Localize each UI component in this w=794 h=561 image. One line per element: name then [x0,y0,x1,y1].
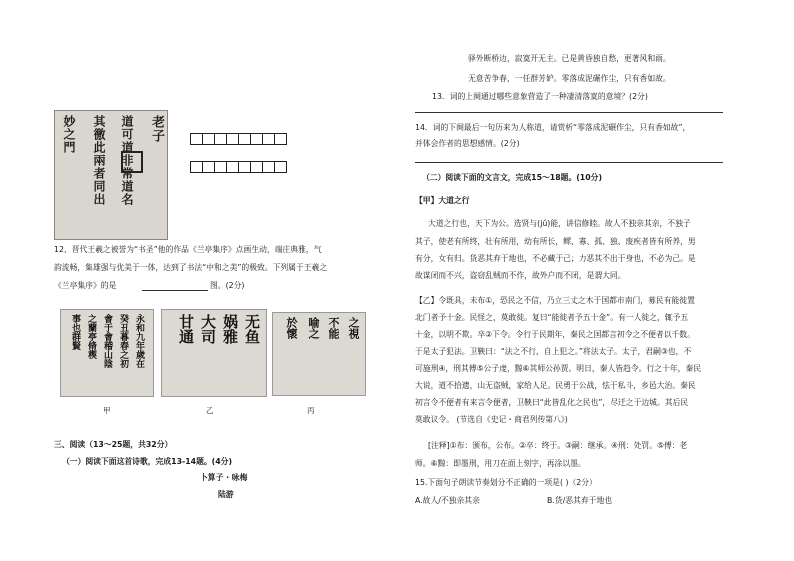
passage-jia-line-2: 其子，使老有所终，壮有所用，幼有所长，鳏、寡、孤、独、废疾者皆有所养，男 [415,237,696,246]
q12-answer-blank[interactable] [142,290,208,291]
q14-line-1: 14．词的下阕最后一句历来为人称道，请赏析“零落成泥碾作尘，只有香如故”， [415,123,691,132]
calligraphy-col-3: 其徼此兩者同出 [92,115,106,206]
calligraphy-image [54,110,168,240]
passage-jia-title: 【甲】大道之行 [415,196,470,205]
passage-yi-line-4: 于是太子犯法。卫鞅曰：“法之不行，自上犯之。”将法太子。太子，君嗣③也，不 [415,347,692,356]
passage-jia-line-4: 故谋闭而不兴，盗窃乱贼而不作，故外户而不闭，是谓大同。 [415,271,626,280]
passage-jia-line-1: 大道之行也，天下为公。选贤与(jǔ)能，讲信修睦。故人不独亲其亲，不独子 [428,219,691,228]
section-3-heading: 三、阅读（13～25题，共32分） [54,440,173,449]
notes-line-2: 师。⑥黥：即墨刑，用刀在面上刻字，再涂以墨。 [415,459,586,468]
q15-option-b[interactable]: B.货/恶其弃于地也 [547,496,613,505]
passage-yi-line-8: 莫敢议令。 (节选自《史记・商君列传第八》) [415,415,568,424]
passage-yi-line-7: 初言令不便者有来言令便者，卫鞅曰“此皆乱化之民也”，尽迁之于边城。其后民 [415,398,689,407]
passage-yi-line-5: 可施刑④，刑其傅⑤公子虔，黥⑥其师公孙贾。明日，秦人皆趋令。行之十年，秦民 [415,364,702,373]
q13-answer-line[interactable] [415,112,723,113]
poem-author: 陆游 [218,490,234,499]
image-label-jia: 甲 [103,406,111,415]
calligraphy-col-4: 妙之門 [62,115,76,154]
q12-line-1: 12、晋代王羲之被誉为“书圣”他的作品《兰亭集序》点画生动，端庄典雅，气 [54,245,322,254]
q14-answer-line[interactable] [415,162,723,163]
calligraphy-sample-jia: 永和九年歲在 癸丑暮春之初 會于會稽山陰 之蘭亭脩稧 事也群賢 [60,309,154,397]
image-label-yi: 乙 [206,406,214,415]
writing-grid-top[interactable] [190,133,286,145]
passage-jia-line-3: 有分，女有归。货恶其弃于地也，不必藏于己；力恶其不出于身也，不必为己。是 [415,254,696,263]
passage-yi-line-3: 十金，以明不欺。卒②下令。令行于民期年，秦民之国都言初令之不便者以千数。 [415,330,695,339]
calligraphy-sample-bing: 之視 不能 喻之 於懷 [272,312,366,396]
q12-line-3: 《兰亭集序》的是 [54,281,117,290]
image-label-bing: 丙 [307,406,315,415]
calligraphy-sample-yi: 无鱼 娲雅 大司 甘通 [161,309,267,397]
poem-line-2: 无意苦争春，一任群芳妒。零落成泥碾作尘，只有香如故。 [468,74,671,83]
q12-line-4: 图。(2分) [210,281,245,290]
section-3-1-heading: （一）阅读下面这首诗歌，完成13-14题。(4分) [62,457,233,466]
q15-text: 15.下面句子朗读节奏划分不正确的一项是( )（2分） [415,478,597,487]
q12-line-2: 韵流畅，集雄强与优美于一体，达到了书法“中和之美”的极致。下列属于王羲之 [54,263,328,272]
notes-line-1: [注释]①布：颁布，公布。②卒：终于。③嗣：继承。④刑：处罚。⑤傅：老 [428,441,688,450]
poem-line-1: 驿外断桥边，寂寞开无主。已是黄昏独自愁，更著风和雨。 [468,54,671,63]
poem-title: 卜算子 · 咏梅 [200,473,248,482]
section-3-2-heading: （二）阅读下面的文言文，完成15～18题。(10分) [422,173,603,182]
seal-mark [121,151,143,173]
passage-yi-line-6: 大说，道不拾遗，山无盗贼，家给人足。民勇于公战，怯于私斗，乡邑大治。秦民 [415,381,696,390]
writing-grid-bottom[interactable] [190,161,286,173]
q14-line-2: 并体会作者的思想感情。(2分) [415,139,520,148]
q15-option-a[interactable]: A.故人/不独亲其亲 [415,496,480,505]
passage-yi-line-1: 【乙】令既具，未布①，恐民之不信，乃立三丈之木于国都市南门，募民有能徙置 [415,296,695,305]
calligraphy-col-2: 道可道非常道名 [120,115,134,206]
passage-yi-line-2: 北门者予十金。民怪之，莫敢徙。复曰“能徙者予五十金”。有一人徙之，辄予五 [415,313,689,322]
calligraphy-col-1: 老子 [149,115,164,143]
q13-text: 13．词的上阕通过哪些意象营造了一种凄清落寞的意境？(2分) [432,92,648,101]
